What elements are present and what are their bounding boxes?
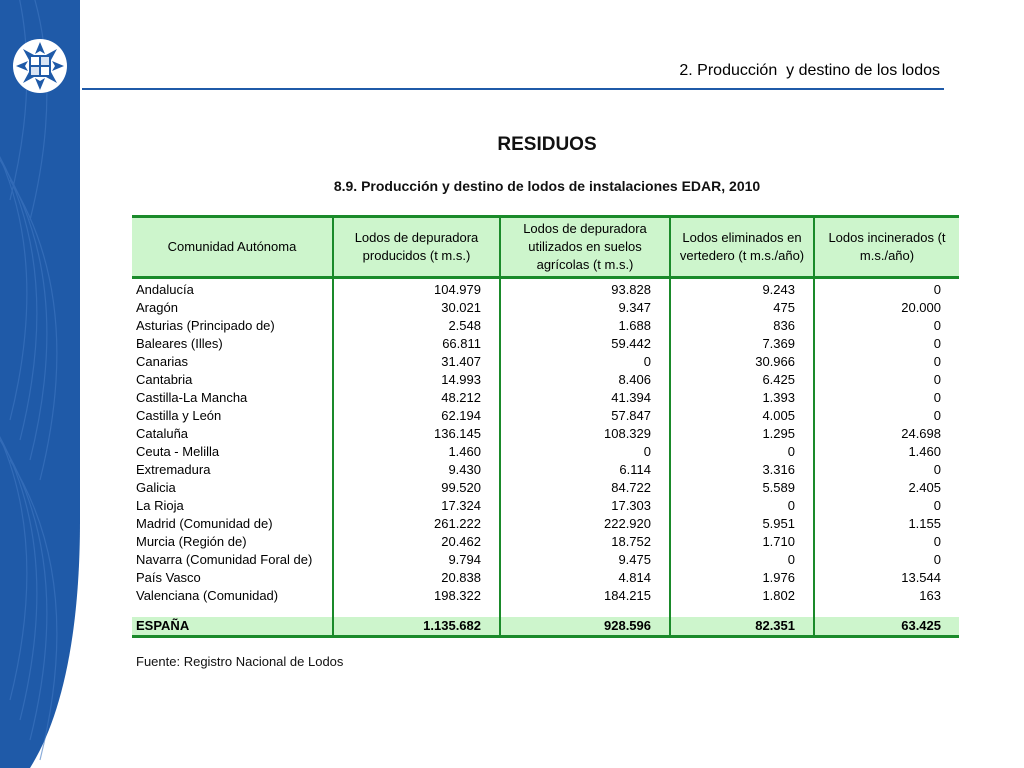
- total-value-cell: 63.425: [814, 617, 959, 637]
- value-cell: 9.794: [333, 551, 500, 569]
- value-cell: 0: [814, 278, 959, 300]
- value-cell: 0: [814, 461, 959, 479]
- spacer-cell: [670, 605, 814, 617]
- spacer-cell: [132, 605, 333, 617]
- value-cell: 5.951: [670, 515, 814, 533]
- table-row: [132, 299, 959, 317]
- value-cell: 0: [814, 497, 959, 515]
- value-cell: 8.406: [500, 371, 670, 389]
- value-cell: 99.520: [333, 479, 500, 497]
- value-cell: 62.194: [333, 407, 500, 425]
- value-cell: 0: [814, 371, 959, 389]
- value-cell: 1.295: [670, 425, 814, 443]
- spacer-cell: [814, 605, 959, 617]
- value-cell: 9.475: [500, 551, 670, 569]
- value-cell: 1.460: [814, 443, 959, 461]
- spacer-cell: [333, 605, 500, 617]
- value-cell: 163: [814, 587, 959, 605]
- table-row: [132, 335, 959, 353]
- value-cell: 9.430: [333, 461, 500, 479]
- value-cell: 9.243: [670, 278, 814, 300]
- value-cell: 222.920: [500, 515, 670, 533]
- value-cell: 0: [814, 335, 959, 353]
- value-cell: 1.802: [670, 587, 814, 605]
- table-row: [132, 317, 959, 335]
- region-name-cell: Galicia: [136, 480, 176, 495]
- value-cell: 20.838: [333, 569, 500, 587]
- table-row: [132, 443, 959, 461]
- university-emblem-icon: [12, 38, 68, 94]
- total-value-cell: 1.135.682: [333, 617, 500, 637]
- table-total-row: [132, 617, 959, 637]
- value-cell: 136.145: [333, 425, 500, 443]
- column-header: Lodos incinerados (t m.s./año): [814, 217, 959, 278]
- value-cell: 198.322: [333, 587, 500, 605]
- spacer-cell: [500, 605, 670, 617]
- table-body: [132, 278, 959, 637]
- value-cell: 48.212: [333, 389, 500, 407]
- value-cell: 66.811: [333, 335, 500, 353]
- value-cell: 57.847: [500, 407, 670, 425]
- region-name-cell: Andalucía: [136, 282, 194, 297]
- value-cell: 59.442: [500, 335, 670, 353]
- region-name-cell: Valenciana (Comunidad): [136, 588, 279, 603]
- value-cell: 261.222: [333, 515, 500, 533]
- value-cell: 0: [500, 443, 670, 461]
- value-cell: 7.369: [670, 335, 814, 353]
- region-name-cell: Cataluña: [136, 426, 189, 441]
- total-label-cell: ESPAÑA: [132, 617, 333, 637]
- header-title: 2. Producción y destino de los lodos: [679, 62, 940, 79]
- value-cell: 0: [670, 497, 814, 515]
- value-cell: 6.425: [670, 371, 814, 389]
- table-spacer-row: [132, 605, 959, 617]
- value-cell: 0: [814, 407, 959, 425]
- total-value-cell: 928.596: [500, 617, 670, 637]
- value-cell: 0: [814, 551, 959, 569]
- value-cell: 1.976: [670, 569, 814, 587]
- table-row: [132, 587, 959, 605]
- value-cell: 108.329: [500, 425, 670, 443]
- region-name-cell: Extremadura: [136, 462, 211, 477]
- value-cell: 0: [670, 443, 814, 461]
- value-cell: 5.589: [670, 479, 814, 497]
- column-header: Lodos de depuradora utilizados en suelos agrícolas (t m.s.): [500, 217, 670, 278]
- header-divider: [82, 88, 944, 90]
- side-decoration-band: [0, 0, 84, 768]
- table-row: [132, 479, 959, 497]
- value-cell: 9.347: [500, 299, 670, 317]
- table-header-row: [132, 217, 959, 278]
- value-cell: 1.710: [670, 533, 814, 551]
- column-header: Lodos de depuradora producidos (t m.s.): [333, 217, 500, 278]
- value-cell: 0: [500, 353, 670, 371]
- value-cell: 2.405: [814, 479, 959, 497]
- region-name-cell: Canarias: [136, 354, 189, 369]
- table-row: [132, 371, 959, 389]
- source-note: Fuente: Registro Nacional de Lodos: [136, 654, 344, 669]
- region-name-cell: Murcia (Región de): [136, 534, 247, 549]
- total-value-cell: 82.351: [670, 617, 814, 637]
- value-cell: 17.303: [500, 497, 670, 515]
- value-cell: 6.114: [500, 461, 670, 479]
- table-row: [132, 551, 959, 569]
- table-row: [132, 569, 959, 587]
- region-name-cell: Navarra (Comunidad Foral de): [136, 552, 313, 567]
- value-cell: 2.548: [333, 317, 500, 335]
- value-cell: 0: [814, 389, 959, 407]
- value-cell: 1.688: [500, 317, 670, 335]
- table-row: [132, 389, 959, 407]
- value-cell: 14.993: [333, 371, 500, 389]
- document-title: RESIDUOS: [497, 134, 597, 155]
- region-name-cell: Ceuta - Melilla: [136, 444, 220, 459]
- value-cell: 20.000: [814, 299, 959, 317]
- sludge-table: [132, 215, 959, 638]
- value-cell: 0: [814, 533, 959, 551]
- table-header: [132, 217, 959, 278]
- value-cell: 0: [814, 353, 959, 371]
- value-cell: 30.966: [670, 353, 814, 371]
- table-row: [132, 533, 959, 551]
- value-cell: 104.979: [333, 278, 500, 300]
- value-cell: 1.155: [814, 515, 959, 533]
- region-name-cell: Cantabria: [136, 372, 193, 387]
- value-cell: 41.394: [500, 389, 670, 407]
- value-cell: 0: [670, 551, 814, 569]
- value-cell: 84.722: [500, 479, 670, 497]
- table-row: [132, 497, 959, 515]
- region-name-cell: Castilla-La Mancha: [136, 390, 248, 405]
- value-cell: 0: [814, 317, 959, 335]
- column-header: Comunidad Autónoma: [132, 217, 333, 278]
- value-cell: 20.462: [333, 533, 500, 551]
- value-cell: 1.393: [670, 389, 814, 407]
- region-name-cell: Castilla y León: [136, 408, 222, 423]
- table-row: [132, 515, 959, 533]
- value-cell: 4.814: [500, 569, 670, 587]
- region-name-cell: País Vasco: [136, 570, 201, 585]
- value-cell: 1.460: [333, 443, 500, 461]
- value-cell: 93.828: [500, 278, 670, 300]
- region-name-cell: Aragón: [136, 300, 178, 315]
- region-name-cell: La Rioja: [136, 498, 184, 513]
- column-header: Lodos eliminados en vertedero (t m.s./año): [670, 217, 814, 278]
- table-row: [132, 353, 959, 371]
- value-cell: 24.698: [814, 425, 959, 443]
- value-cell: 18.752: [500, 533, 670, 551]
- value-cell: 184.215: [500, 587, 670, 605]
- table-row: [132, 461, 959, 479]
- value-cell: 30.021: [333, 299, 500, 317]
- value-cell: 475: [670, 299, 814, 317]
- region-name-cell: Madrid (Comunidad de): [136, 516, 273, 531]
- document-subtitle: 8.9. Producción y destino de lodos de instalaciones EDAR, 2010: [333, 178, 761, 194]
- table-row: [132, 425, 959, 443]
- region-name-cell: Baleares (Illes): [136, 336, 223, 351]
- value-cell: 17.324: [333, 497, 500, 515]
- value-cell: 13.544: [814, 569, 959, 587]
- value-cell: 836: [670, 317, 814, 335]
- table-row: [132, 278, 959, 300]
- value-cell: 31.407: [333, 353, 500, 371]
- value-cell: 3.316: [670, 461, 814, 479]
- region-name-cell: Asturias (Principado de): [136, 318, 275, 333]
- table-row: [132, 407, 959, 425]
- value-cell: 4.005: [670, 407, 814, 425]
